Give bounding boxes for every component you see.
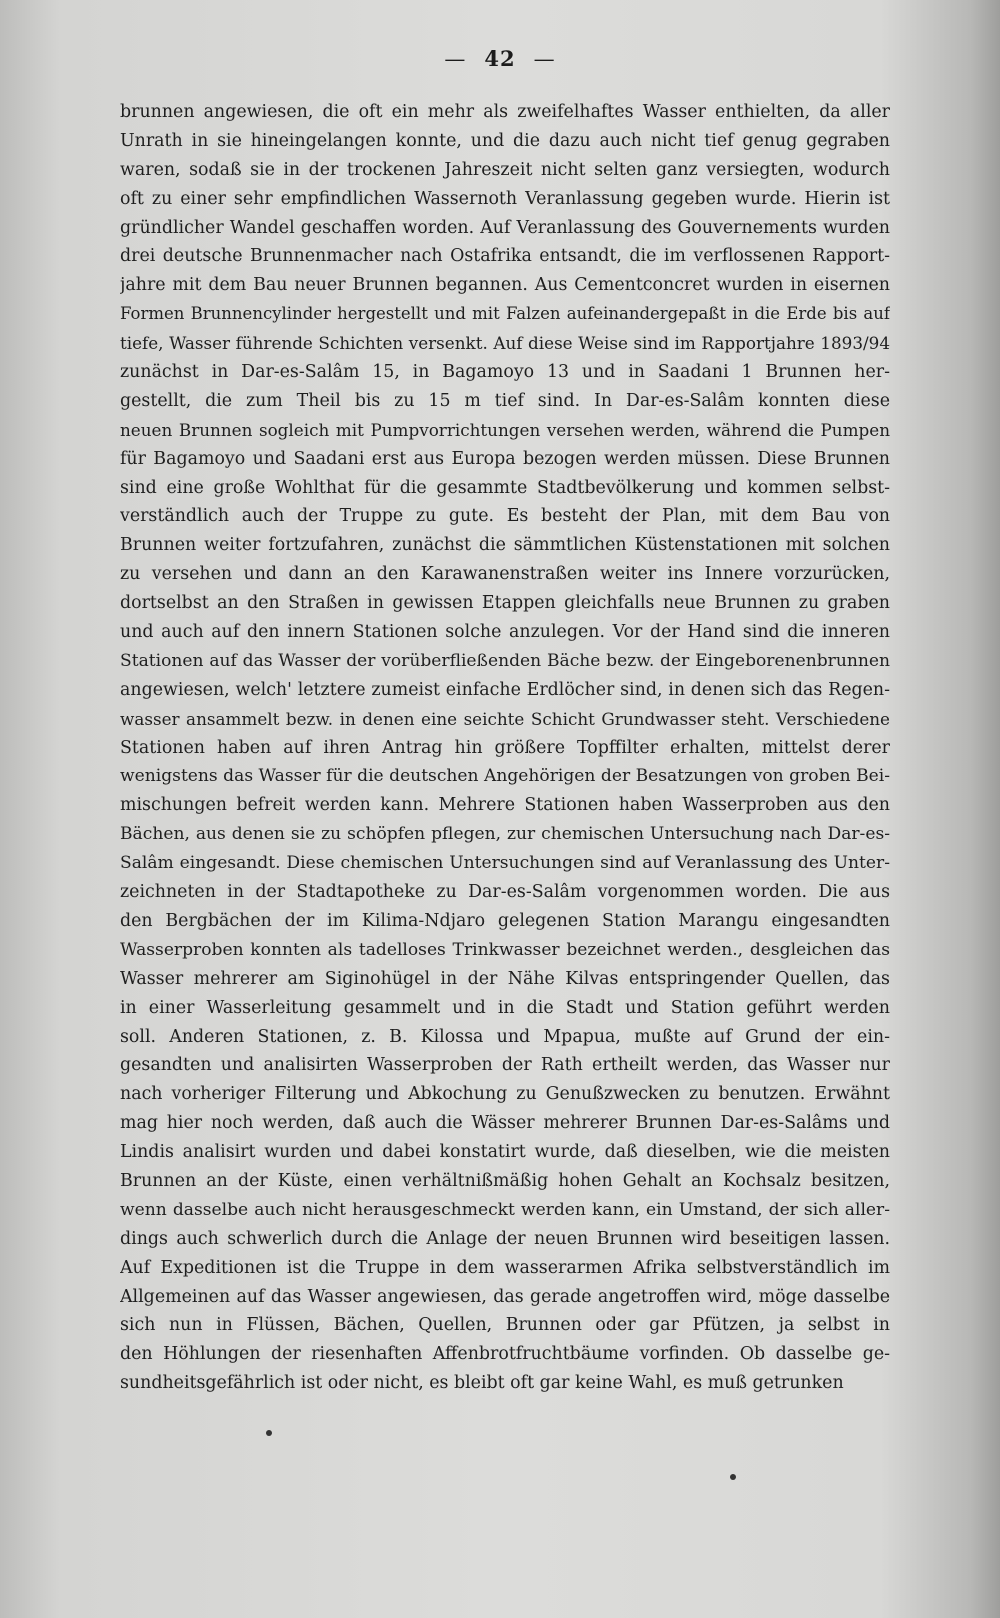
text-line: Brunnen an der Küste, einen verhältnißmäßig hohen Gehalt an Kochsalz besitzen, — [120, 1170, 890, 1191]
text-line: zeichneten in der Stadtapotheke zu Dar-es-Salâm vorgenommen worden. Die aus — [120, 882, 890, 903]
text-line: zunächst in Dar-es-Salâm 15, in Bagamoyo 13 und in Saadani 1 Brunnen her- — [120, 362, 890, 383]
page-header — [0, 46, 1000, 71]
text-line: Wasserproben konnten als tadelloses Trinkwasser bezeichnet werden., desgleichen das — [120, 939, 890, 960]
text-line: den Höhlungen der riesenhaften Affenbrotfruchtbäume vorfinden. Ob dasselbe ge- — [120, 1344, 890, 1365]
text-line: gesandten und analisirten Wasserproben der Rath ertheilt werden, das Wasser nur — [120, 1055, 890, 1076]
text-line: tiefe, Wasser führende Schichten versenkt. Auf diese Weise sind im Rapportjahre 1893/94 — [120, 333, 890, 354]
text-line: sundheitsgefährlich ist oder nicht, es bleibt oft gar keine Wahl, es muß getrunken — [120, 1373, 844, 1394]
text-line: oft zu einer sehr empfindlichen Wassernoth Veranlassung gegeben wurde. Hierin ist — [120, 188, 890, 209]
text-line: neuen Brunnen sogleich mit Pumpvorrichtungen versehen werden, während die Pumpen — [120, 419, 890, 440]
text-line: waren, sodaß sie in der trockenen Jahreszeit nicht selten ganz versiegten, wodurch — [120, 159, 890, 180]
text-line: wenn dasselbe auch nicht herausgeschmeckt werden kann, ein Umstand, der sich aller- — [120, 1199, 890, 1220]
text-line: Salâm eingesandt. Diese chemischen Untersuchungen sind auf Veranlassung des Unter- — [120, 853, 890, 874]
text-line: Brunnen weiter fortzufahren, zunächst die sämmtlichen Küstenstationen mit solchen — [120, 535, 890, 556]
text-line: und auch auf den innern Stationen solche anzulegen. Vor der Hand sind die inneren — [120, 622, 890, 643]
text-line: Unrath in sie hineingelangen konnte, und die dazu auch nicht tief genug gegraben — [120, 130, 890, 151]
text-line: angewiesen, welch' letztere zumeist einfache Erdlöcher sind, in denen sich das Regen- — [120, 679, 890, 700]
text-line: Auf Expeditionen ist die Truppe in dem wasserarmen Afrika selbstverständlich im — [120, 1257, 890, 1278]
text-line: Stationen auf das Wasser der vorüberfließenden Bäche bezw. der Eingeborenenbrunnen — [120, 650, 890, 671]
text-line: Stationen haben auf ihren Antrag hin größere Topffilter erhalten, mittelst derer — [120, 737, 890, 758]
text-line: gründlicher Wandel geschaffen worden. Auf Veranlassung des Gouvernements wurden — [120, 217, 890, 238]
text-line: mag hier noch werden, daß auch die Wässer mehrerer Brunnen Dar-es-Salâms und — [120, 1113, 890, 1134]
text-line: Allgemeinen auf das Wasser angewiesen, das gerade angetroffen wird, möge dasselbe — [120, 1286, 890, 1307]
text-line: nach vorheriger Filterung und Abkochung zu Genußzwecken zu benutzen. Erwähnt — [120, 1084, 890, 1105]
text-line: Bächen, aus denen sie zu schöpfen pflegen, zur chemischen Untersuchung nach Dar-es- — [120, 824, 890, 845]
text-line: soll. Anderen Stationen, z. B. Kilossa und Mpapua, mußte auf Grund der ein- — [120, 1026, 890, 1047]
header-dash-left: — — [444, 47, 467, 71]
text-line: gestellt, die zum Theil bis zu 15 m tief sind. In Dar-es-Salâm konnten diese — [120, 390, 890, 411]
text-line: dings auch schwerlich durch die Anlage der neuen Brunnen wird beseitigen lassen. — [120, 1228, 890, 1249]
body-text — [120, 98, 890, 1398]
text-line: Formen Brunnencylinder hergestellt und mit Falzen aufeinandergepaßt in die Erde bis auf — [120, 304, 890, 324]
text-line: jahre mit dem Bau neuer Brunnen begannen. Aus Cementconcret wurden in eisernen — [120, 275, 890, 296]
text-line: den Bergbächen der im Kilima-Ndjaro gelegenen Station Marangu eingesandten — [120, 910, 890, 931]
text-line: Lindis analisirt wurden und dabei konstatirt wurde, daß dieselben, wie die meisten — [120, 1142, 890, 1163]
text-line: mischungen befreit werden kann. Mehrere Stationen haben Wasserproben aus den — [120, 795, 890, 816]
text-line: drei deutsche Brunnenmacher nach Ostafrika entsandt, die im verflossenen Rapport- — [120, 246, 890, 267]
text-line: zu versehen und dann an den Karawanenstraßen weiter ins Innere vorzurücken, — [120, 564, 890, 585]
ink-spot — [730, 1474, 736, 1480]
text-line: brunnen angewiesen, die oft ein mehr als zweifelhaftes Wasser enthielten, da aller — [120, 102, 890, 122]
page-number: 42 — [484, 46, 516, 71]
text-line: wasser ansammelt bezw. in denen eine seichte Schicht Grundwasser steht. Verschiedene — [120, 708, 890, 729]
text-line: sind eine große Wohlthat für die gesammte Stadtbevölkerung und kommen selbst- — [120, 477, 890, 498]
text-line: in einer Wasserleitung gesammelt und in die Stadt und Station geführt werden — [120, 997, 890, 1018]
text-line: verständlich auch der Truppe zu gute. Es besteht der Plan, mit dem Bau von — [120, 506, 890, 527]
text-line: wenigstens das Wasser für die deutschen Angehörigen der Besatzungen von groben Bei- — [120, 766, 890, 787]
text-line: sich nun in Flüssen, Bächen, Quellen, Brunnen oder gar Pfützen, ja selbst in — [120, 1315, 890, 1336]
text-line: dortselbst an den Straßen in gewissen Etappen gleichfalls neue Brunnen zu graben — [120, 593, 890, 614]
ink-spot — [266, 1430, 272, 1436]
text-line: Wasser mehrerer am Siginohügel in der Nähe Kilvas entspringender Quellen, das — [120, 968, 890, 989]
header-dash-right: — — [533, 47, 556, 71]
text-line: für Bagamoyo und Saadani erst aus Europa bezogen werden müssen. Diese Brunnen — [120, 448, 890, 469]
